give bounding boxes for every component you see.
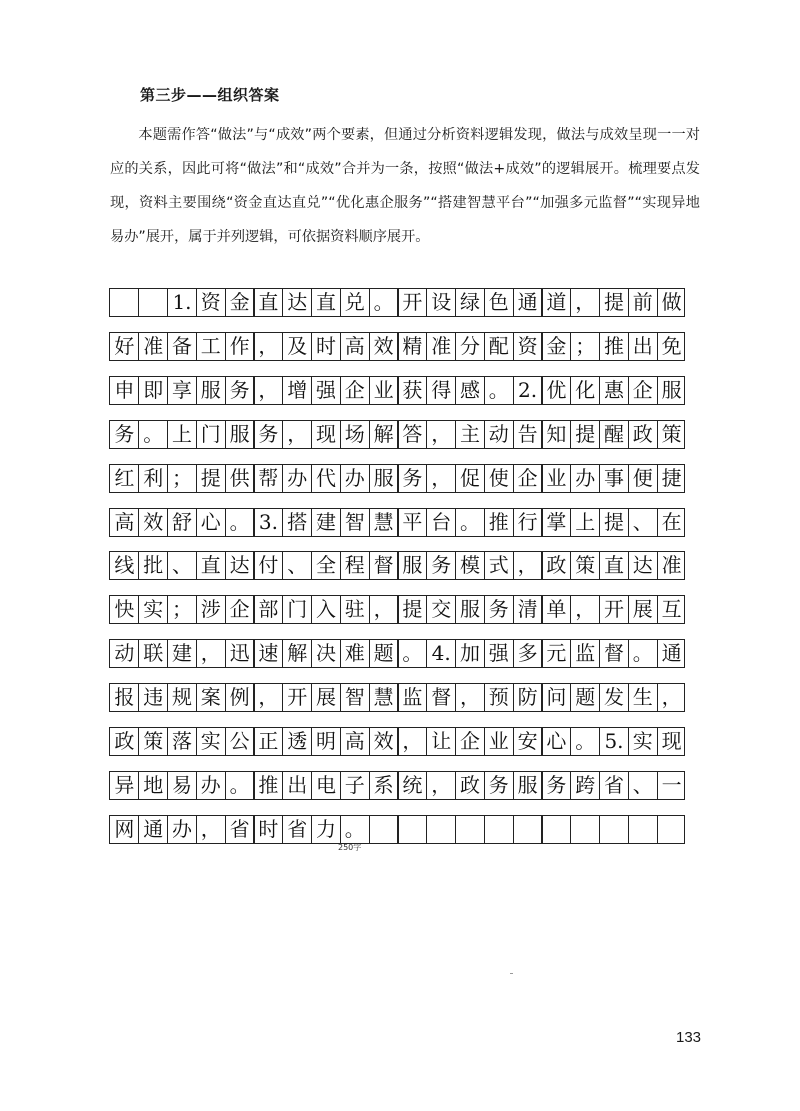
grid-cell bbox=[483, 816, 515, 843]
grid-cell: 事 bbox=[604, 465, 624, 490]
grid-row bbox=[109, 288, 685, 317]
grid-cell: 醒 bbox=[604, 421, 624, 446]
grid-cell: 联 bbox=[143, 641, 164, 666]
grid-row bbox=[109, 727, 685, 756]
grid-cell: 办 bbox=[172, 816, 192, 841]
grid-cell: 省 bbox=[229, 816, 250, 841]
grid-cell: 2. bbox=[518, 377, 538, 402]
grid-row bbox=[109, 464, 685, 493]
grid-cell: ， bbox=[200, 816, 221, 841]
grid-cell: 全 bbox=[316, 553, 336, 578]
grid-cell: ， bbox=[431, 772, 452, 797]
grid-cell: 。 bbox=[575, 729, 596, 753]
grid-cell: 金 bbox=[546, 333, 567, 358]
grid-cell: 服 bbox=[229, 421, 250, 446]
grid-cell: 达 bbox=[632, 553, 653, 578]
grid-cell: 防 bbox=[517, 685, 538, 710]
grid-cell: 心 bbox=[200, 509, 221, 534]
grid-cell: 异 bbox=[114, 772, 135, 797]
grid-cell: 时 bbox=[258, 816, 279, 841]
grid-cell: 色 bbox=[488, 290, 509, 314]
grid-cell: 、 bbox=[287, 553, 308, 578]
grid-cell: 好 bbox=[114, 333, 135, 358]
grid-cell: 务 bbox=[488, 597, 509, 622]
grid-cell: 做 bbox=[661, 290, 682, 314]
grid-cell: 元 bbox=[546, 641, 567, 666]
grid-cell: 办 bbox=[200, 772, 221, 797]
grid-cell: 心 bbox=[546, 729, 567, 753]
grid-cell bbox=[569, 816, 601, 843]
grid-cell: ， bbox=[661, 685, 682, 710]
grid-cell bbox=[512, 816, 544, 843]
grid-cell: 备 bbox=[172, 333, 192, 358]
grid-cell: 提 bbox=[200, 465, 221, 490]
grid-cell: 。 bbox=[402, 641, 423, 666]
grid-cell: 。 bbox=[229, 509, 250, 534]
grid-cell: 在 bbox=[661, 509, 682, 534]
grid-cell: 化 bbox=[575, 377, 596, 402]
grid-cell: 达 bbox=[229, 553, 250, 578]
grid-cell: 办 bbox=[344, 465, 365, 490]
grid-cell: 门 bbox=[200, 421, 221, 446]
grid-cell: 开 bbox=[402, 290, 423, 314]
grid-cell: 配 bbox=[488, 333, 509, 358]
grid-cell bbox=[540, 816, 572, 843]
grid-cell: 准 bbox=[143, 333, 164, 358]
grid-row bbox=[109, 815, 685, 844]
grid-cell: 平 bbox=[402, 509, 423, 534]
grid-cell: 安 bbox=[517, 729, 538, 753]
grid-cell: 务 bbox=[402, 465, 423, 490]
grid-cell: 统 bbox=[402, 772, 423, 797]
grid-cell: 实 bbox=[632, 729, 653, 753]
grid-cell: 。 bbox=[488, 377, 509, 402]
grid-cell: 单 bbox=[546, 597, 567, 622]
grid-cell: 门 bbox=[287, 597, 308, 622]
grid-cell: 时 bbox=[316, 333, 336, 358]
grid-cell: 监 bbox=[402, 685, 423, 710]
grid-cell bbox=[108, 289, 140, 316]
grid-cell: 作 bbox=[229, 333, 250, 358]
grid-cell: 服 bbox=[517, 772, 538, 797]
grid-cell: 提 bbox=[575, 421, 596, 446]
grid-cell: 工 bbox=[200, 333, 221, 358]
grid-cell: 批 bbox=[143, 553, 164, 578]
grid-cell: 资 bbox=[200, 290, 221, 314]
grid-cell: 上 bbox=[575, 509, 596, 534]
grid-cell: 式 bbox=[488, 553, 509, 578]
grid-cell: 设 bbox=[431, 290, 452, 314]
grid-cell: 免 bbox=[661, 333, 682, 358]
grid-cell: 感 bbox=[460, 377, 480, 402]
grid-row bbox=[109, 595, 685, 624]
grid-cell: 金 bbox=[229, 290, 250, 314]
grid-cell: 省 bbox=[604, 772, 624, 797]
grid-cell: 企 bbox=[229, 597, 250, 622]
grid-cell: 现 bbox=[316, 421, 336, 446]
grid-cell: 提 bbox=[604, 509, 624, 534]
grid-row bbox=[109, 376, 685, 405]
grid-row bbox=[109, 508, 685, 537]
grid-cell: 迅 bbox=[229, 641, 250, 666]
grid-cell: 。 bbox=[632, 641, 653, 666]
grid-cell: 掌 bbox=[546, 509, 567, 534]
grid-cell: 模 bbox=[460, 553, 480, 578]
scan-mark bbox=[510, 973, 513, 974]
grid-cell: 入 bbox=[316, 597, 336, 622]
grid-cell: 开 bbox=[287, 685, 308, 710]
grid-row bbox=[109, 420, 685, 449]
grid-cell: ， bbox=[517, 553, 538, 578]
grid-cell: 务 bbox=[488, 772, 509, 797]
grid-cell: 服 bbox=[200, 377, 221, 402]
grid-cell: 精 bbox=[402, 333, 423, 358]
grid-cell: 4. bbox=[431, 641, 451, 666]
grid-cell: 直 bbox=[200, 553, 221, 578]
grid-cell: 主 bbox=[460, 421, 480, 446]
grid-cell: 直 bbox=[258, 290, 279, 314]
intro-paragraph: 本题需作答“做法”与“成效”两个要素，但通过分析资料逻辑发现，做法与成效呈现一一对应的关系，因此可将“做法”和“成效”合并为一条，按照“做法+成效”的逻辑展开。梳理要点发现，资料主要围绕“资金直达直兑”“优化惠企服务”“搭建智慧平台”“加强多元监督”“实现异地易办”展开，属于并列逻辑，可依据资料顺序展开。 bbox=[110, 127, 700, 245]
grid-cell: 涉 bbox=[200, 597, 221, 622]
grid-cell: 知 bbox=[546, 421, 567, 446]
grid-cell: ， bbox=[258, 685, 279, 710]
grid-cell: 地 bbox=[143, 772, 164, 797]
grid-cell: 服 bbox=[373, 465, 394, 490]
grid-cell: ， bbox=[258, 333, 279, 358]
grid-cell: 题 bbox=[575, 685, 596, 710]
grid-cell: 业 bbox=[488, 729, 509, 753]
grid-cell bbox=[454, 816, 486, 843]
grid-cell: 快 bbox=[114, 597, 135, 622]
grid-cell: 达 bbox=[287, 290, 308, 314]
grid-cell: 监 bbox=[575, 641, 596, 666]
grid-cell: 提 bbox=[604, 290, 624, 314]
grid-cell: 企 bbox=[460, 729, 480, 753]
grid-cell: 现 bbox=[661, 729, 682, 753]
grid-cell: 一 bbox=[661, 772, 682, 797]
grid-row bbox=[109, 551, 685, 580]
grid-cell: 题 bbox=[373, 641, 394, 666]
grid-cell: 部 bbox=[258, 597, 279, 622]
grid-cell: 准 bbox=[661, 553, 682, 578]
grid-cell: 便 bbox=[632, 465, 653, 490]
grid-cell: 速 bbox=[258, 641, 279, 666]
grid-cell: ， bbox=[575, 290, 596, 314]
grid-cell: 强 bbox=[316, 377, 336, 402]
grid-cell: 公 bbox=[229, 729, 250, 753]
word-count-label: 250字 bbox=[338, 843, 362, 852]
grid-row bbox=[109, 771, 685, 800]
grid-cell: 5. bbox=[604, 729, 624, 753]
grid-cell: 智 bbox=[344, 685, 365, 710]
grid-cell: 前 bbox=[632, 290, 653, 314]
grid-cell: 生 bbox=[632, 685, 653, 710]
grid-row bbox=[109, 639, 685, 668]
grid-cell: 透 bbox=[287, 729, 308, 753]
grid-cell: 发 bbox=[604, 685, 624, 710]
grid-cell: 策 bbox=[575, 553, 596, 578]
grid-cell: 解 bbox=[373, 421, 394, 446]
grid-cell: ， bbox=[200, 641, 221, 666]
grid-cell: 明 bbox=[316, 729, 336, 753]
grid-cell: 代 bbox=[316, 465, 336, 490]
grid-cell: 捷 bbox=[661, 465, 682, 490]
grid-cell: 使 bbox=[488, 465, 509, 490]
grid-cell: 报 bbox=[114, 685, 135, 710]
grid-cell: 优 bbox=[546, 377, 567, 402]
grid-cell: 利 bbox=[143, 465, 164, 490]
grid-cell: 规 bbox=[172, 685, 192, 710]
grid-cell: 行 bbox=[517, 509, 538, 534]
grid-cell: 实 bbox=[200, 729, 221, 753]
grid-cell: 效 bbox=[373, 729, 394, 753]
grid-cell: 即 bbox=[143, 377, 164, 402]
grid-cell: 、 bbox=[172, 553, 192, 578]
grid-cell: 难 bbox=[344, 641, 365, 666]
grid-cell: 业 bbox=[546, 465, 567, 490]
grid-cell: 绿 bbox=[460, 290, 480, 314]
grid-cell: 驻 bbox=[344, 597, 365, 622]
grid-cell: 业 bbox=[373, 377, 394, 402]
grid-cell: 直 bbox=[316, 290, 336, 314]
grid-cell: 慧 bbox=[373, 685, 394, 710]
grid-cell: ， bbox=[258, 377, 279, 402]
grid-cell: 力 bbox=[316, 816, 336, 841]
grid-cell: 出 bbox=[287, 772, 308, 797]
grid-cell: 3. bbox=[258, 509, 278, 534]
grid-cell: 服 bbox=[402, 553, 423, 578]
grid-cell: 场 bbox=[344, 421, 365, 446]
grid-cell: 网 bbox=[114, 816, 135, 841]
grid-cell: 动 bbox=[488, 421, 509, 446]
grid-cell: 搭 bbox=[287, 509, 308, 534]
grid-cell: 舒 bbox=[172, 509, 192, 534]
grid-cell: 开 bbox=[604, 597, 624, 622]
grid-cell: 帮 bbox=[258, 465, 279, 490]
grid-cell: 交 bbox=[431, 597, 452, 622]
grid-cell: ， bbox=[287, 421, 308, 446]
grid-cell: 落 bbox=[172, 729, 192, 753]
grid-cell: 务 bbox=[114, 421, 135, 446]
grid-cell: 。 bbox=[344, 816, 365, 841]
grid-cell: 建 bbox=[172, 641, 192, 666]
grid-cell: 政 bbox=[460, 772, 480, 797]
grid-cell: ， bbox=[402, 729, 423, 753]
grid-cell: 。 bbox=[460, 509, 480, 534]
grid-cell: 互 bbox=[661, 597, 682, 622]
grid-cell: 务 bbox=[258, 421, 279, 446]
grid-cell: 清 bbox=[517, 597, 538, 622]
grid-cell: 上 bbox=[172, 421, 192, 446]
grid-cell: 答 bbox=[402, 421, 423, 446]
grid-cell: 。 bbox=[143, 421, 164, 446]
grid-cell: 提 bbox=[402, 597, 423, 622]
grid-cell: 得 bbox=[431, 377, 452, 402]
grid-cell: 展 bbox=[316, 685, 336, 710]
grid-cell: 准 bbox=[431, 333, 452, 358]
grid-cell: 及 bbox=[287, 333, 308, 358]
grid-cell: 1. bbox=[172, 290, 192, 314]
grid-cell: ， bbox=[431, 465, 452, 490]
grid-cell: 程 bbox=[344, 553, 365, 578]
grid-cell: 告 bbox=[517, 421, 538, 446]
grid-cell: ， bbox=[373, 597, 394, 622]
grid-cell bbox=[396, 816, 428, 843]
grid-cell: ， bbox=[431, 421, 452, 446]
grid-cell: 督 bbox=[431, 685, 452, 710]
grid-cell: 实 bbox=[143, 597, 164, 622]
grid-cell: 服 bbox=[661, 377, 682, 402]
grid-cell: 高 bbox=[344, 729, 365, 753]
grid-cell: 智 bbox=[344, 509, 365, 534]
grid-cell: 服 bbox=[460, 597, 480, 622]
grid-cell: 分 bbox=[460, 333, 480, 358]
grid-cell: 务 bbox=[546, 772, 567, 797]
grid-cell: 通 bbox=[661, 641, 682, 666]
grid-cell: 策 bbox=[661, 421, 682, 446]
grid-cell: ； bbox=[172, 465, 192, 490]
grid-cell: 违 bbox=[143, 685, 164, 710]
grid-cell: 例 bbox=[229, 685, 250, 710]
grid-cell: 推 bbox=[258, 772, 279, 797]
grid-cell: 惠 bbox=[604, 377, 624, 402]
grid-cell: 付 bbox=[258, 553, 279, 578]
grid-cell: 政 bbox=[632, 421, 653, 446]
grid-cell: 政 bbox=[546, 553, 567, 578]
grid-cell: 促 bbox=[460, 465, 480, 490]
grid-cell: 务 bbox=[229, 377, 250, 402]
grid-cell: 高 bbox=[114, 509, 135, 534]
grid-row bbox=[109, 683, 685, 712]
grid-cell: 慧 bbox=[373, 509, 394, 534]
grid-cell: 出 bbox=[632, 333, 653, 358]
grid-cell: 获 bbox=[402, 377, 423, 402]
grid-cell: 案 bbox=[200, 685, 221, 710]
grid-cell: 红 bbox=[114, 465, 135, 490]
grid-cell: 通 bbox=[517, 290, 538, 314]
grid-cell: 企 bbox=[632, 377, 653, 402]
grid-cell: 督 bbox=[604, 641, 624, 666]
grid-cell: 推 bbox=[604, 333, 624, 358]
grid-cell: 资 bbox=[517, 333, 538, 358]
grid-cell: 推 bbox=[488, 509, 509, 534]
grid-cell: 、 bbox=[632, 772, 653, 797]
grid-cell: 正 bbox=[258, 729, 279, 753]
grid-cell: 办 bbox=[575, 465, 596, 490]
grid-cell: 跨 bbox=[575, 772, 596, 797]
grid-cell: 省 bbox=[287, 816, 308, 841]
grid-cell: 解 bbox=[287, 641, 308, 666]
grid-cell: 、 bbox=[632, 509, 653, 534]
section-heading: 第三步——组织答案 bbox=[140, 86, 280, 104]
grid-cell: 享 bbox=[172, 377, 192, 402]
grid-cell: 建 bbox=[316, 509, 336, 534]
grid-cell: 易 bbox=[172, 772, 192, 797]
grid-cell: 增 bbox=[287, 377, 308, 402]
grid-cell: 供 bbox=[229, 465, 250, 490]
grid-cell: 电 bbox=[316, 772, 336, 797]
grid-cell: ， bbox=[575, 597, 596, 622]
grid-cell: 企 bbox=[517, 465, 538, 490]
grid-cell: 强 bbox=[488, 641, 509, 666]
grid-cell bbox=[598, 816, 630, 843]
grid-cell: ； bbox=[575, 333, 596, 358]
grid-cell: 高 bbox=[344, 333, 365, 358]
grid-cell: 台 bbox=[431, 509, 452, 534]
grid-cell: 申 bbox=[114, 377, 135, 402]
grid-cell bbox=[656, 816, 688, 843]
grid-cell: 子 bbox=[344, 772, 365, 797]
grid-cell: 多 bbox=[517, 641, 538, 666]
grid-cell: 线 bbox=[114, 553, 135, 578]
grid-cell: 效 bbox=[143, 509, 164, 534]
grid-cell: 道 bbox=[546, 290, 567, 314]
page-number: 133 bbox=[676, 1029, 702, 1046]
grid-cell: 让 bbox=[431, 729, 452, 753]
grid-cell: 问 bbox=[546, 685, 567, 710]
grid-cell: 展 bbox=[632, 597, 653, 622]
grid-cell: ， bbox=[460, 685, 480, 710]
grid-cell: 预 bbox=[488, 685, 509, 710]
grid-cell bbox=[368, 816, 400, 843]
grid-cell: 。 bbox=[373, 290, 394, 314]
grid-cell: 政 bbox=[114, 729, 135, 753]
grid-cell: 企 bbox=[344, 377, 365, 402]
grid-cell: 直 bbox=[604, 553, 624, 578]
grid-cell: 通 bbox=[143, 816, 164, 841]
grid-cell: 效 bbox=[373, 333, 394, 358]
grid-cell bbox=[137, 289, 169, 316]
grid-cell: 督 bbox=[373, 553, 394, 578]
grid-cell: 。 bbox=[229, 772, 250, 797]
grid-row bbox=[109, 332, 685, 361]
grid-cell: 办 bbox=[287, 465, 308, 490]
grid-cell bbox=[627, 816, 659, 843]
grid-cell: ； bbox=[172, 597, 192, 622]
grid-cell: 兑 bbox=[344, 290, 365, 314]
grid-cell: 策 bbox=[143, 729, 164, 753]
grid-cell: 决 bbox=[316, 641, 336, 666]
grid-cell: 系 bbox=[373, 772, 394, 797]
grid-cell: 务 bbox=[431, 553, 452, 578]
grid-cell: 动 bbox=[114, 641, 135, 666]
grid-cell: 加 bbox=[460, 641, 480, 666]
grid-cell bbox=[425, 816, 457, 843]
